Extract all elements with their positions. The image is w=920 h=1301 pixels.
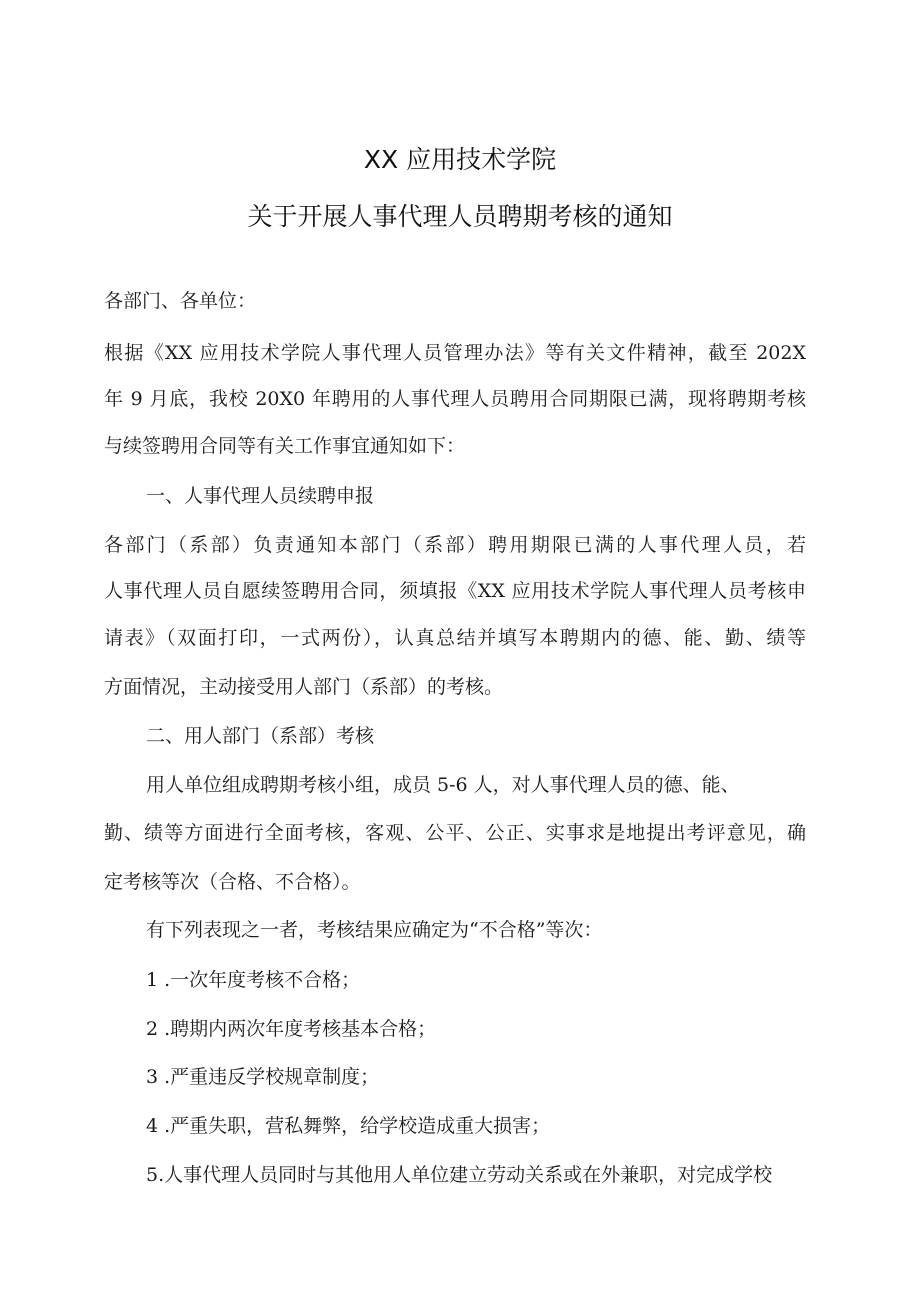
paragraph-line: 人事代理人员自愿续签聘用合同，须填报《XX 应用技术学院人事代理人员考核申 xyxy=(104,580,806,602)
paragraph-line: 根据《XX 应用技术学院人事代理人员管理办法》等有关文件精神，截至 202X xyxy=(104,342,806,364)
section-heading: 一、人事代理人员续聘申报 xyxy=(146,485,375,507)
list-item: 4 .严重失职，营私舞弊，给学校造成重大损害； xyxy=(146,1115,551,1137)
document-title: XX 应用技术学院 xyxy=(363,145,557,174)
section-heading: 二、用人部门（系部）考核 xyxy=(146,725,375,747)
paragraph-line: 用人单位组成聘期考核小组，成员 5-6 人，对人事代理人员的德、能、 xyxy=(146,774,740,796)
list-item: 3 .严重违反学校规章制度； xyxy=(146,1066,380,1088)
list-item: 5.人事代理人员同时与其他用人单位建立劳动关系或在外兼职，对完成学校 xyxy=(146,1164,773,1186)
document-subtitle: 关于开展人事代理人员聘期考核的通知 xyxy=(247,202,673,231)
paragraph-line: 定考核等次（合格、不合格）。 xyxy=(104,871,361,893)
paragraph-line: 年 9 月底，我校 20X0 年聘用的人事代理人员聘用合同期限已满，现将聘期考核 xyxy=(104,388,806,410)
paragraph-line: 与续签聘用合同等有关工作事宜通知如下： xyxy=(104,435,466,457)
paragraph-line: 各部门（系部）负责通知本部门（系部）聘用期限已满的人事代理人员，若 xyxy=(104,534,806,556)
list-item: 1 .一次年度考核不合格； xyxy=(146,969,361,991)
salutation: 各部门、各单位： xyxy=(104,290,257,312)
paragraph-line: 勤、绩等方面进行全面考核，客观、公平、公正、实事求是地提出考评意见，确 xyxy=(104,822,806,844)
paragraph-line: 请表》（双面打印，一式两份），认真总结并填写本聘期内的德、能、勤、绩等 xyxy=(104,627,806,649)
list-item: 2 .聘期内两次年度考核基本合格； xyxy=(146,1018,437,1040)
paragraph-line: 有下列表现之一者，考核结果应确定为“不合格”等次： xyxy=(146,919,603,941)
paragraph-line: 方面情况，主动接受用人部门（系部）的考核。 xyxy=(104,676,504,698)
